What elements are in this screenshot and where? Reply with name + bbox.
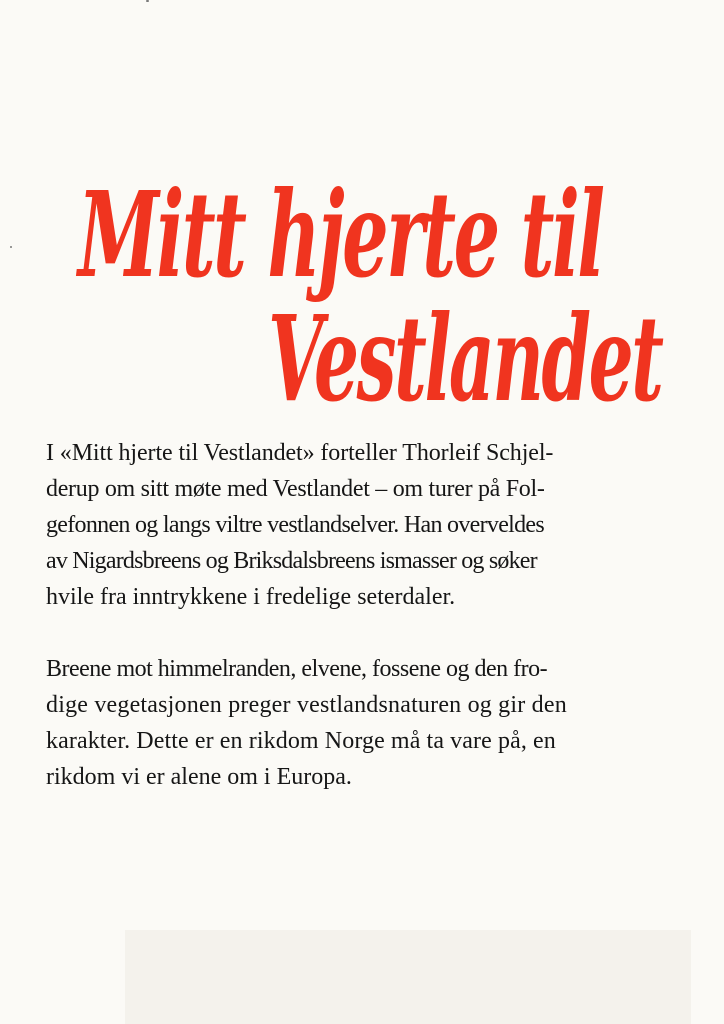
title-line-1: Mitt hjerte til	[78, 165, 603, 304]
description-text	[46, 435, 718, 795]
body-line: dige vegetasjonen preger vestlandsnaturen og gir den	[46, 692, 567, 718]
paper-speck	[10, 246, 12, 248]
lower-paper-stripe	[125, 930, 691, 1024]
paper-speck	[146, 0, 149, 2]
body-line: Breene mot himmelranden, elvene, fossene og den fro-	[46, 656, 548, 682]
body-line: av Nigardsbreens og Briksdalsbreens ismasser og søker	[46, 548, 537, 574]
body-line: rikdom vi er alene om i Europa.	[46, 764, 352, 790]
body-line: gefonnen og langs viltre vestlandselver. Han overveldes	[46, 512, 545, 538]
body-line: karakter. Dette er en rikdom Norge må ta vare på, en	[46, 728, 556, 754]
description-paragraph-2	[46, 651, 718, 795]
body-line: derup om sitt møte med Vestlandet – om turer på Fol-	[46, 476, 545, 502]
description-paragraph-1	[46, 435, 718, 615]
title-line-2: Vestlandet	[268, 289, 662, 428]
body-line: hvile fra inntrykkene i fredelige seterdaler.	[46, 584, 456, 610]
body-line: I «Mitt hjerte til Vestlandet» forteller Thorleif Schjel-	[46, 440, 554, 466]
